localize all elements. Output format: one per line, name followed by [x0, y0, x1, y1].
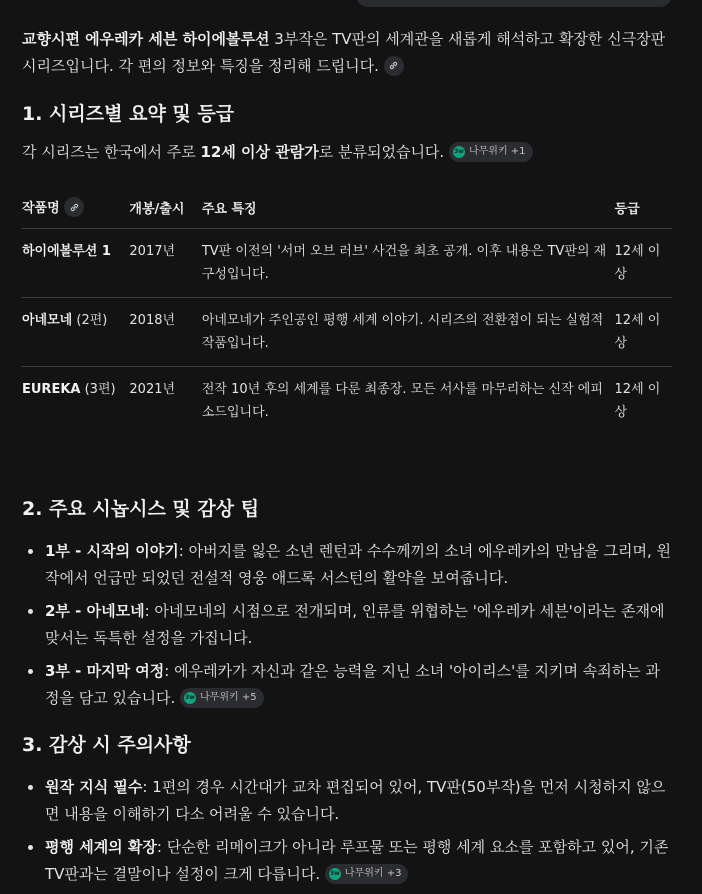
response-content	[22, 26, 672, 883]
cell-title	[22, 298, 129, 367]
namuwiki-icon: 3w	[329, 868, 341, 880]
list-item-bold: 2부 - 아네모네	[45, 602, 145, 620]
table-header-row	[22, 187, 672, 229]
table-row	[22, 367, 672, 436]
intro-link-button[interactable]	[384, 56, 404, 76]
top-input-bar-edge	[356, 0, 672, 7]
intro-text: 3부작은 TV판의 세계관을 새롭게 해석하고 확장한 신극장판 시리즈입니다. 각 편의 정보와 특징을 정리해 드립니다.	[22, 30, 666, 75]
list-item-text: : 아버지를 잃은 소년 렌턴과 수수께끼의 소녀 에우레카의 만남을 그리며, 원작에서 언급만 되었던 전설적 영웅 애드록 서스턴의 활약을 보여줍니다.	[45, 542, 671, 587]
section1-line-after: 로 분류되었습니다.	[318, 143, 445, 161]
section1-heading: 1. 시리즈별 요약 및 등급	[22, 103, 235, 125]
bullet	[28, 669, 33, 674]
list-item-bold: 원작 지식 필수	[45, 778, 143, 796]
cell-title-rest: (2편)	[72, 313, 108, 328]
cell-desc: 아네모네가 주인공인 평행 세계 이야기. 시리즈의 전환점이 되는 실험적 작품입니다.	[202, 298, 615, 367]
link-icon	[388, 60, 399, 71]
table-header-rating: 등급	[615, 187, 672, 229]
list-item	[22, 774, 672, 828]
list-item-bold: 1부 - 시작의 이야기	[45, 542, 179, 560]
section1-line-bold: 12세 이상 관람가	[200, 143, 319, 161]
namuwiki-icon: 3w	[184, 692, 196, 704]
section2-heading: 2. 주요 시놉시스 및 감상 팁	[22, 498, 260, 520]
intro-paragraph	[22, 26, 672, 80]
cell-desc: 전작 10년 후의 세계를 다룬 최종장. 모든 서사를 마무리하는 신작 에피소드입니다.	[201, 382, 603, 420]
cell-desc: TV판 이전의 '서머 오브 러브' 사건을 최초 공개. 이후 내용은 TV판의 재구성입니다.	[202, 229, 615, 298]
list-item-text: : 에우레카가 자신과 같은 능력을 지닌 소녀 '아이리스'를 지키며 속죄하는 과정을 담고 있습니다.	[45, 662, 660, 707]
bullet	[28, 609, 33, 614]
link-icon	[69, 202, 80, 213]
list-item-text: : 아네모네의 시점으로 전개되며, 인류를 위협하는 '에우레카 세븐'이라는 존재에 맞서는 독특한 설정을 가집니다.	[45, 602, 665, 647]
cell-title	[22, 367, 129, 436]
section3-heading: 3. 감상 시 주의사항	[22, 734, 191, 756]
list-item-text: : 1편의 경우 시간대가 교차 편집되어 있어, TV판(50부작)을 먼저 시청하지 않으면 내용을 이해하기 다소 어려울 수 있습니다.	[45, 778, 666, 823]
cell-year: 2018년	[129, 298, 201, 367]
series-table	[22, 187, 672, 435]
list-item-text: : 단순한 리메이크가 아니라 루프물 또는 평행 세계 요소를 포함하고 있어, 기존 TV판과는 결말이나 설정이 크게 다릅니다.	[45, 838, 669, 883]
header-link-button[interactable]	[64, 197, 84, 217]
source-chip-label: 나무위키 +5	[200, 692, 257, 703]
header-title-label: 작품명	[22, 200, 60, 216]
source-chip-label: 나무위키 +3	[344, 868, 402, 879]
table-row	[22, 229, 672, 298]
caution-list	[22, 774, 672, 894]
table-row	[22, 298, 672, 367]
bullet	[28, 785, 33, 790]
cell-rating: 12세 이상	[615, 229, 672, 298]
bullet	[28, 549, 33, 554]
section1-line-before: 각 시리즈는 한국에서 주로	[22, 143, 201, 161]
namuwiki-icon: 3w	[453, 146, 465, 158]
cell-rating: 12세 이상	[614, 382, 661, 420]
list-item-bold: 평행 세계의 확장	[45, 838, 157, 856]
list-item	[22, 598, 672, 652]
list-item	[22, 834, 672, 888]
source-chip-namuwiki-1[interactable]	[449, 142, 533, 162]
intro-bold: 교향시편 에우레카 세븐 하이에볼루션	[22, 30, 270, 48]
cell-year: 2017년	[129, 229, 201, 298]
list-item	[22, 538, 672, 592]
table-header-features: 주요 특징	[202, 187, 615, 229]
cell-title	[22, 229, 129, 298]
table-header-title	[22, 187, 129, 229]
list-item-bold: 3부 - 마지막 여정	[45, 662, 165, 680]
cell-title-bold: EUREKA	[22, 382, 81, 397]
cell-rating: 12세 이상	[615, 298, 672, 367]
cell-title-rest: (3편)	[80, 382, 116, 397]
list-item	[22, 658, 672, 712]
table-header-release: 개봉/출시	[129, 187, 201, 229]
bullet	[28, 845, 33, 850]
source-chip-namuwiki-5[interactable]	[180, 688, 264, 708]
synopsis-list	[22, 538, 672, 718]
source-chip-label: 나무위키 +1	[468, 146, 526, 157]
cell-year: 2021년	[129, 382, 176, 397]
cell-title-bold: 아네모네	[22, 313, 73, 328]
section1-line	[22, 139, 533, 166]
cell-title-bold: 하이에볼루션 1	[22, 244, 111, 259]
